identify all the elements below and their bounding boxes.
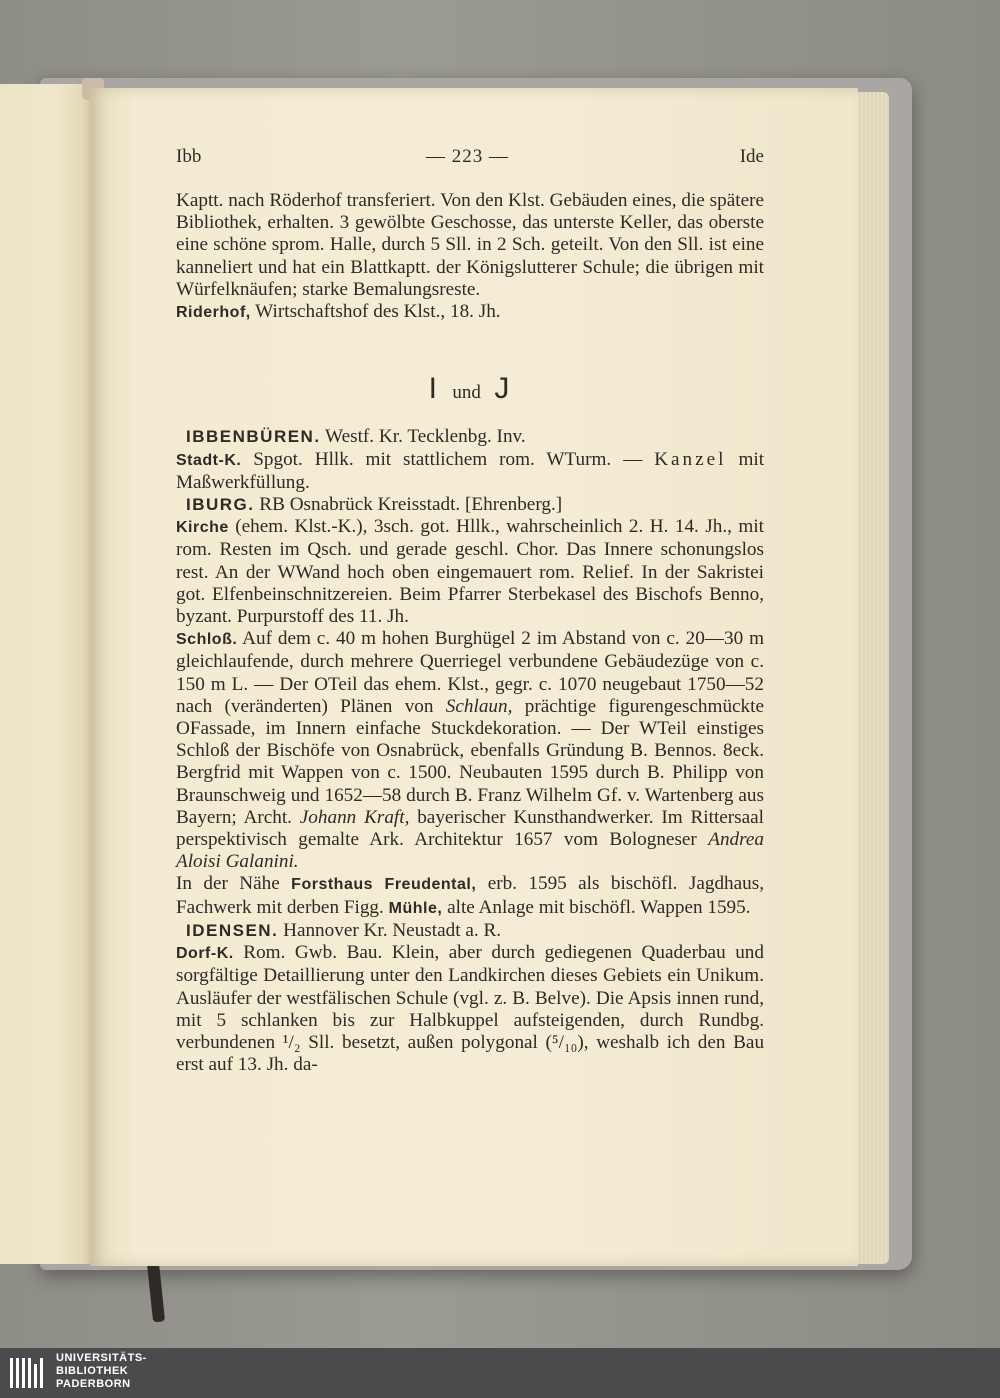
artist-schlaun: Schlaun,	[445, 695, 513, 717]
iburg-kirche	[176, 516, 764, 628]
schloss-text-3: bayerischer Kunsthandwerker. Im Rittersaal perspektivisch gemalte Ark. Architektur 1657 vom Bologneser	[176, 806, 765, 851]
naehe-text-3: alte Anlage mit bischöfl. Wappen 1595.	[447, 896, 751, 918]
artist-kraft: Johann Kraft,	[299, 806, 410, 828]
section-letter-i: I	[428, 372, 439, 406]
library-footer	[0, 1348, 1000, 1398]
dorfk-text-2: Sll. besetzt, außen polygonal	[308, 1031, 538, 1053]
schloss-heading: Schloß.	[176, 631, 238, 649]
idensen-dorfkirche	[176, 942, 764, 1076]
schloss-text-2: prächtige figurengeschmückte OFassade, im Innern einfache Stuckdekoration. — Der WTeil einstiges Schloß der Bischöfe von Osnabrück, ebenfalls Gründung B. Bennos. 8eck. Bergfrid mit Wappen von c. 1500. Neubauten 1595 durch B. Philipp von Braunschweig und 1652—58 durch B. Franz Wilhelm Gf. v. Wartenberg aus Bayern; Archt.	[176, 695, 764, 828]
iburg-naehe	[176, 873, 764, 919]
dorfk-heading: Dorf-K.	[176, 945, 234, 963]
stadtk-heading: Stadt-K.	[176, 451, 242, 469]
kirche-heading: Kirche	[176, 519, 229, 537]
ibbenbueren-entry	[176, 426, 764, 448]
dorfk-text-1: Rom. Gwb. Bau. Klein, aber durch gediegenen Quaderbau und sorgfältige Detaillierung unter den Landkirchen dieses Gebiets ein Unikum. Ausläufer der westfälischen Schule (vgl. z. B. Belve). Die Apsis innen rund, mit 5 schlanken bis zur Halbkuppel aufsteigenden, durch Rundbg. verbundenen	[176, 942, 764, 1053]
dorfk-text-3: weshalb ich den Bau erst auf 13. Jh. da-	[176, 1031, 765, 1076]
iburg-schloss	[176, 628, 764, 873]
left-page-edge	[0, 84, 92, 1264]
running-head-left: Ibb	[176, 146, 202, 167]
text-line: geteilt. Von den Sll. ist eine kanneliert und hat ein Blattkaptt.	[176, 234, 765, 278]
section-heading	[176, 372, 764, 406]
library-name-line-2: BIBLIOTHEK	[56, 1365, 129, 1377]
text-line: der Königslutterer Schule; die übrigen mit Würfelknäufen; starke	[176, 256, 765, 300]
schloss-text-1: Auf dem c. 40 m hohen Burghügel 2 im Abstand von c. 20—30 m gleichlaufende, durch mehrere Querriegel verbundene Gebäudezüge von c. 150 m L. — Der OTeil das ehem. Klst., gegr. c. 1070 neugebaut 1750—52 nach (veränderten) Plänen von	[176, 628, 764, 717]
ibbenbueren-location: Westf. Kr. Tecklenbg. Inv.	[325, 426, 526, 448]
iburg-heading: IBURG.	[186, 495, 255, 515]
muehle-heading: Mühle,	[388, 899, 443, 917]
kirche-text: (ehem. Klst.-K.), 3sch. got. Hllk., wahrscheinlich 2. H. 14. Jh., mit rom. Resten im Qsch. und gerade geschl. Chor. Das Innere schonungslos rest. An der WWand hoch oben eingemauert rom. Relief. In der Sakristei got. Elfenbeinschnitzereien. Beim Pfarrer Sterbekasel des Bischofs Benno, byzant. Purpurstoff des 11. Jh.	[176, 516, 765, 628]
idensen-entry	[176, 920, 764, 942]
running-head-right: Ide	[739, 146, 764, 167]
riderhof-text: Wirtschaftshof des Klst., 18. Jh.	[255, 301, 501, 323]
naehe-text-2: erb. 1595 als bischöfl. Jagdhaus, Fachwerk mit derben Figg.	[176, 873, 765, 918]
text-line: Keller, das oberste eine schöne sprom. Halle, durch 5 Sll. in 2 Sch.	[176, 212, 764, 256]
page-content	[176, 146, 764, 1076]
library-name	[56, 1352, 147, 1391]
iburg-location: RB Osnabrück Kreisstadt. [Ehrenberg.]	[259, 494, 563, 516]
idensen-location: Hannover Kr. Neustadt a. R.	[283, 919, 502, 941]
library-name-line-1: UNIVERSITÄTS-	[56, 1352, 147, 1364]
text-line: die spätere Bibliothek, erhalten. 3 gewölbte Geschosse, das unterste	[176, 190, 764, 234]
forsthaus-heading: Forsthaus Freudental,	[291, 876, 477, 894]
kanzel-term: Kanzel	[654, 448, 727, 470]
text-line: Bemalungsreste.	[352, 278, 481, 300]
library-logo-icon	[8, 1354, 48, 1392]
artist-galanini: Andrea Aloisi Galanini.	[176, 829, 765, 873]
page-number: — 223 —	[426, 146, 509, 167]
fraction-half: ¹/₂	[282, 1031, 301, 1053]
riderhof-heading: Riderhof,	[176, 304, 251, 322]
riderhof-entry	[176, 301, 764, 324]
stadtk-text: Spgot. Hllk. mit stattlichem rom. WTurm. —	[253, 448, 643, 470]
fraction-five-tenths: (⁵/₁₀),	[545, 1031, 589, 1053]
book-page	[90, 88, 858, 1266]
idensen-heading: IDENSEN.	[186, 920, 279, 940]
body-text	[176, 190, 764, 1076]
naehe-text-1: In der Nähe	[176, 873, 280, 895]
library-name-line-3: PADERBORN	[56, 1378, 131, 1390]
text-line: Kaptt. nach Röderhof transferiert. Von den Klst. Gebäuden eines,	[176, 190, 677, 211]
section-und: und	[452, 382, 481, 404]
running-head	[176, 146, 764, 176]
section-letter-j: J	[494, 372, 512, 406]
continued-paragraph	[176, 190, 764, 301]
iburg-entry	[176, 494, 764, 516]
ibbenbueren-heading: IBBENBÜREN.	[186, 427, 321, 447]
stadtk-text-2: mit Maßwerkfüllung.	[176, 448, 765, 493]
ibbenbueren-stadtkirche	[176, 449, 764, 494]
